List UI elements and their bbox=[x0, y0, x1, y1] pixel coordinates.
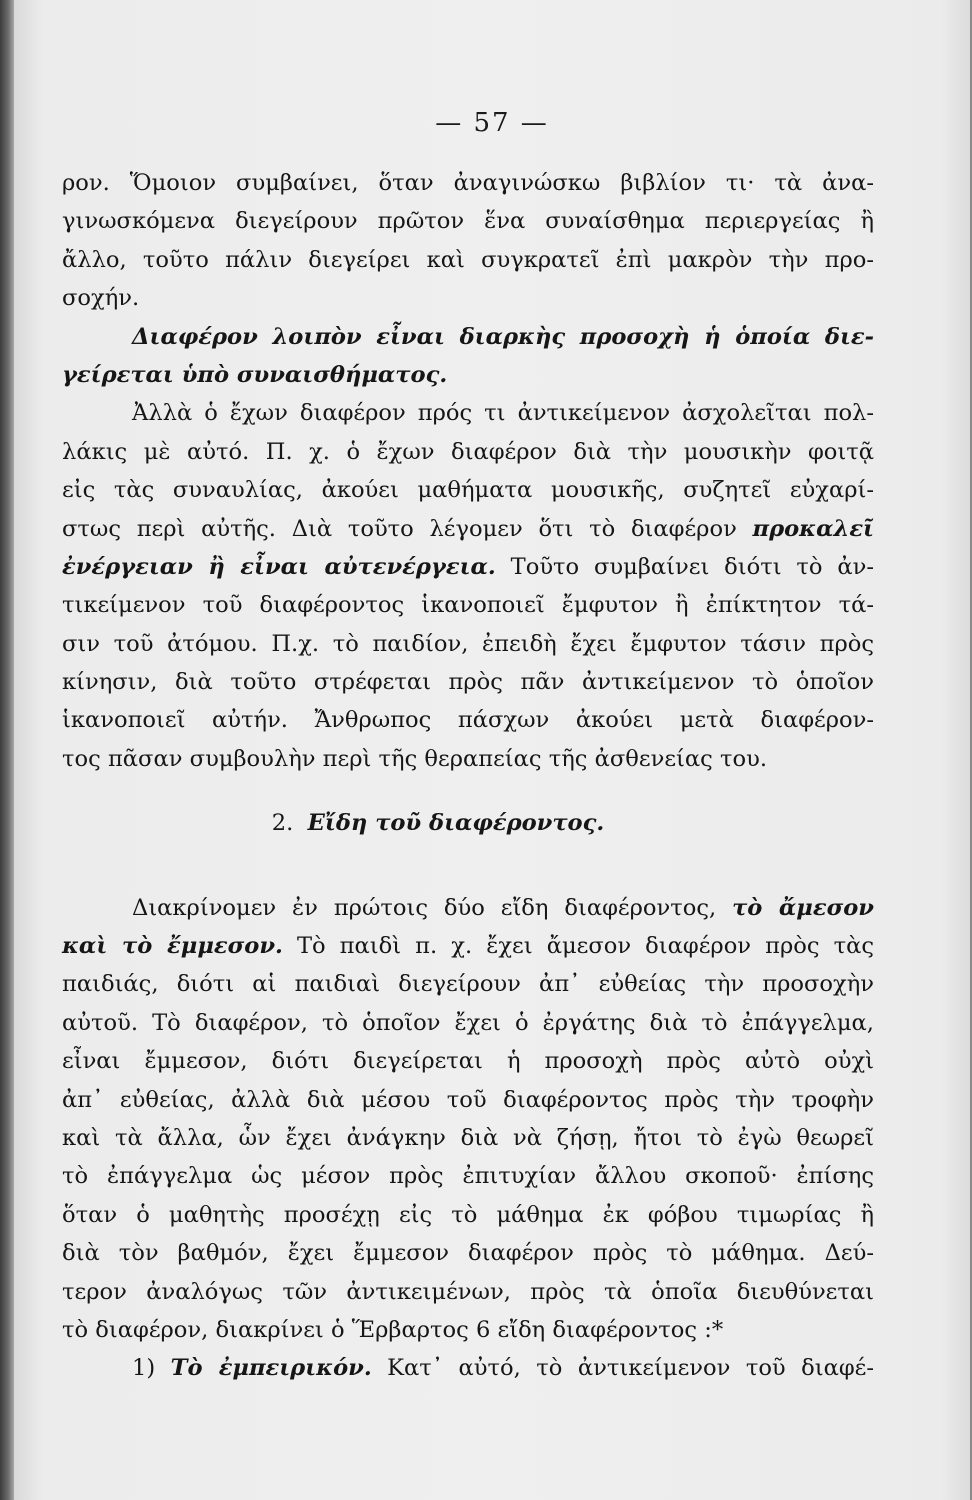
text-line: τὸ ἐπάγγελμα ὡς μέσον πρὸς ἐπιτυχίαν ἄλλου σκοποῦ· ἐπίσης bbox=[62, 1163, 874, 1190]
emphasis-text: καὶ τὸ ἔμμεσον. bbox=[62, 933, 283, 960]
text-line: σιν τοῦ ἀτόμου. Π.χ. τὸ παιδίον, ἐπειδὴ ἔχει ἔμφυτον τάσιν πρὸς bbox=[62, 630, 874, 657]
book-spine-shadow bbox=[0, 0, 14, 1500]
text-run: Διακρίνομεν ἐν πρώτοις δύο εἴδη διαφέροντος, bbox=[132, 894, 717, 921]
definition-line bbox=[62, 318, 874, 356]
definition-line bbox=[62, 356, 874, 394]
text-line: καὶ τὰ ἄλλα, ὧν ἔχει ἀνάγκην διὰ νὰ ζήσῃ, ἤτοι τὸ ἐγὼ θεωρεῖ bbox=[62, 1124, 874, 1151]
text-line: τὸ διαφέρον, διακρίνει ὁ Ἕρβαρτος 6 εἴδη διαφέροντος :* bbox=[62, 1316, 724, 1343]
item-label: 1) bbox=[132, 1355, 156, 1382]
definition-text: Διαφέρον λοιπὸν εἶναι διαρκὴς προσοχὴ ἡ ὁποία διε- bbox=[132, 323, 874, 350]
section-heading bbox=[62, 804, 874, 842]
definition-text: γείρεται ὑπὸ συναισθήματος. bbox=[62, 361, 448, 388]
text-line: τερον ἀναλόγως τῶν ἀντικειμένων, πρὸς τὰ ὁποῖα διευθύνεται bbox=[62, 1278, 874, 1305]
text-line: ὅταν ὁ μαθητὴς προσέχῃ εἰς τὸ μάθημα ἐκ φόβου τιμωρίας ἢ bbox=[62, 1201, 874, 1228]
text-line: τικείμενον τοῦ διαφέροντος ἱκανοποιεῖ ἔμφυτον ἢ ἐπίκτητον τά- bbox=[62, 592, 874, 619]
emphasis-text: ἐνέργειαν ἢ εἶναι αὐτενέργεια. bbox=[62, 553, 496, 580]
text-line: παιδιάς, διότι αἱ παιδιαὶ διεγείρουν ἀπ᾽ εὐθείας τὴν προσοχὴν bbox=[62, 971, 874, 998]
section-title: Εἴδη τοῦ διαφέροντος. bbox=[307, 810, 605, 837]
emphasis-text: Τὸ ἐμπειρικόν. bbox=[170, 1355, 372, 1382]
text-line bbox=[62, 548, 874, 586]
text-line bbox=[62, 510, 874, 548]
text-line: διὰ τὸν βαθμόν, ἔχει ἔμμεσον διαφέρον πρὸς τὸ μάθημα. Δεύ- bbox=[62, 1240, 874, 1267]
text-run: Τὸ παιδὶ π. χ. ἔχει ἄμεσον διαφέρον πρὸς τὰς bbox=[296, 933, 874, 960]
text-line: εἰς τὰς συναυλίας, ἀκούει μαθήματα μουσικῆς, συζητεῖ εὐχαρί- bbox=[62, 477, 874, 504]
section-number: 2. bbox=[271, 810, 294, 837]
text-line: γινωσκόμενα διεγείρουν πρῶτον ἕνα συναίσθημα περιεργείας ἢ bbox=[62, 208, 874, 235]
text-line: αὐτοῦ. Τὸ διαφέρον, τὸ ὁποῖον ἔχει ὁ ἐργάτης διὰ τὸ ἐπάγγελμα, bbox=[62, 1009, 874, 1036]
text-line bbox=[62, 927, 874, 965]
book-page bbox=[14, 0, 970, 1500]
text-line: κίνησιν, διὰ τοῦτο στρέφεται πρὸς πᾶν ἀντικείμενον τὸ ὁποῖον bbox=[62, 669, 874, 696]
numbered-item bbox=[62, 1349, 874, 1387]
text-line: σοχήν. bbox=[62, 285, 140, 312]
text-run: Κατ᾽ αὐτό, τὸ ἀντικείμενον τοῦ διαφέ- bbox=[387, 1355, 874, 1382]
text-line: ἀπ᾽ εὐθείας, ἀλλὰ διὰ μέσου τοῦ διαφέροντος πρὸς τὴν τροφὴν bbox=[62, 1086, 874, 1113]
text-line: Ἀλλὰ ὁ ἔχων διαφέρον πρός τι ἀντικείμενον ἀσχολεῖται πολ- bbox=[132, 400, 874, 427]
text-line: λάκις μὲ αὐτό. Π. χ. ὁ ἔχων διαφέρον διὰ τὴν μουσικὴν φοιτᾷ bbox=[62, 438, 874, 465]
body-text bbox=[62, 164, 874, 1388]
text-run: στως περὶ αὐτῆς. Διὰ τοῦτο λέγομεν ὅτι τὸ διαφέρον bbox=[62, 515, 737, 542]
text-line: τος πᾶσαν συμβουλὴν περὶ τῆς θεραπείας τῆς ἀσθενείας του. bbox=[62, 745, 768, 772]
emphasis-text: τὸ ἄμεσον bbox=[732, 894, 874, 921]
text-line bbox=[62, 889, 874, 927]
text-line: ρον. Ὅμοιον συμβαίνει, ὅταν ἀναγινώσκω βιβλίον τι· τὰ ἀνα- bbox=[62, 170, 874, 196]
text-line: εἶναι ἔμμεσον, διότι διεγείρεται ἡ προσοχὴ πρὸς αὐτὸ οὐχὶ bbox=[62, 1048, 874, 1075]
text-run: Τοῦτο συμβαίνει διότι τὸ ἀν- bbox=[510, 553, 875, 580]
emphasis-text: προκαλεῖ bbox=[752, 515, 874, 542]
text-line: ἱκανοποιεῖ αὐτήν. Ἄνθρωπος πάσχων ἀκούει μετὰ διαφέρον- bbox=[62, 707, 874, 734]
text-line: ἄλλο, τοῦτο πάλιν διεγείρει καὶ συγκρατεῖ ἐπὶ μακρὸν τὴν προ- bbox=[62, 246, 874, 273]
page-number: — 57 — bbox=[435, 108, 549, 138]
